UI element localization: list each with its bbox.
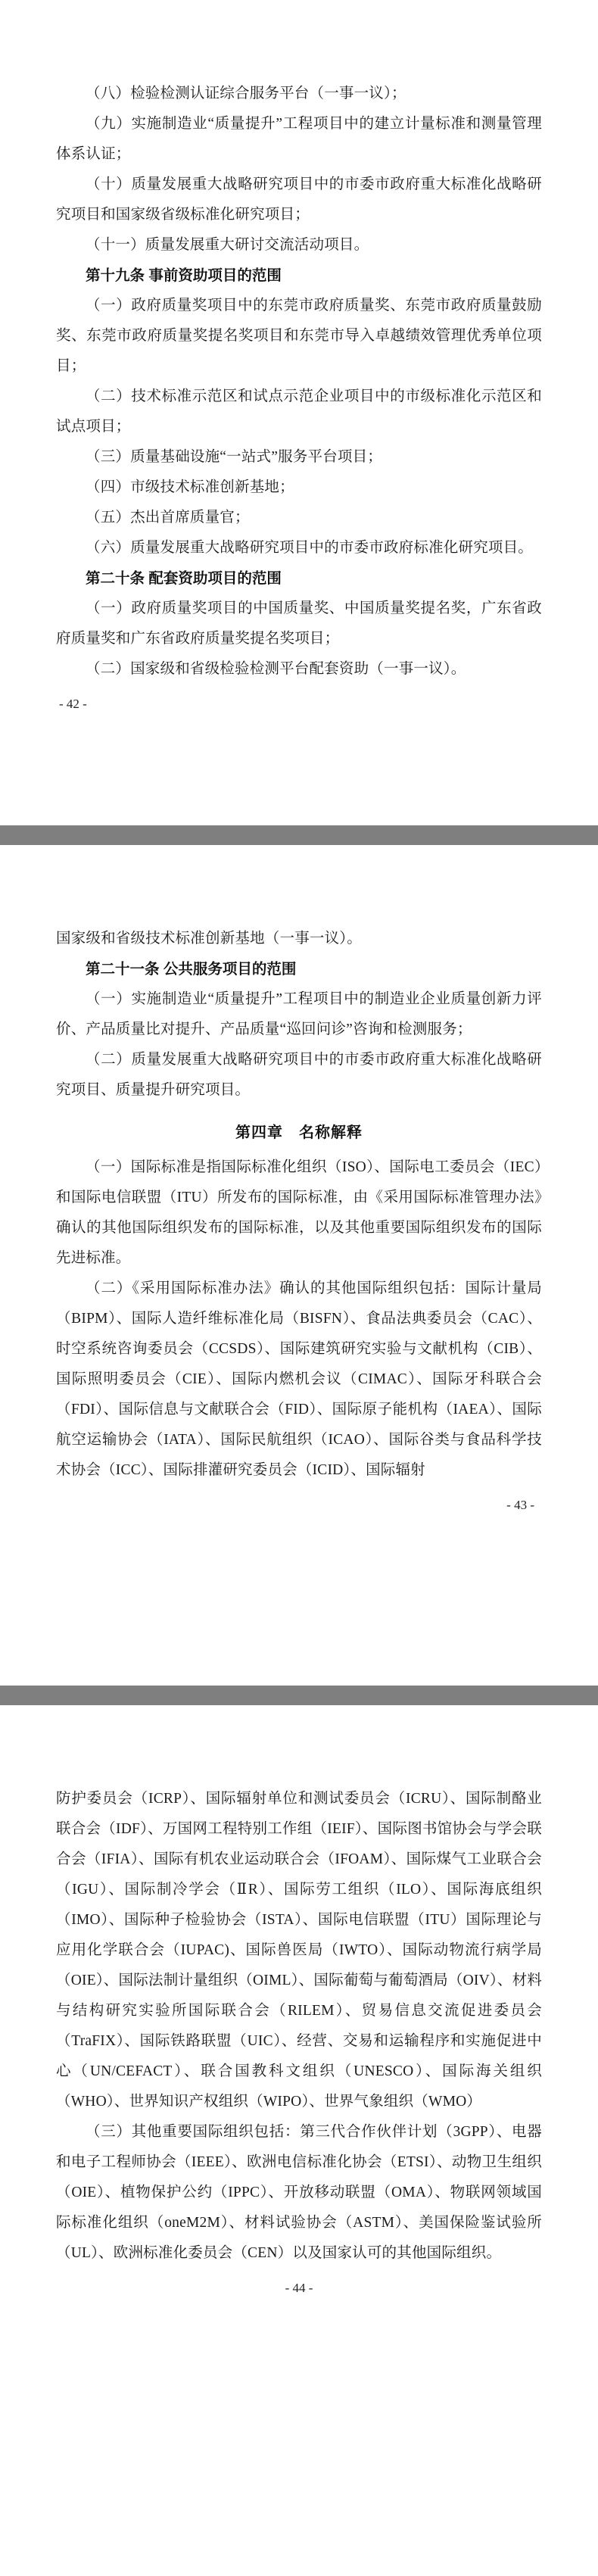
paragraph: 防护委员会（ICRP）、国际辐射单位和测试委员会（ICRU）、国际制酪业联合会（IDF）、万国网工程特别工作组（IEIF）、国际图书馆协会与学会联合会（IFIA）、国际有机农业运动联合会（IFOAM）、国际煤气工业联合会（IGU）、国际制冷学会（ⅡR）、国际劳工组织（ILO）、国际海底组织（IMO）、国际种子检验协会（ISTA）、国际电信联盟（ITU）国际理论与应用化学联合会（IUPAC)、国际兽医局（IWTO）、国际动物流行病学局（OIE）、国际法制计量组织（OIML）、国际葡萄与葡萄酒局（OIV）、材料与结构研究实验所国际联合会（RILEM）、贸易信息交流促进委员会（TraFIX）、国际铁路联盟（UIC）、经营、交易和运输程序和实施促进中心（UN/CEFACT）、联合国教科文组织（UNESCO）、国际海关组织（WHO）、世界知识产权组织（WIPO）、世界气象组织（WMO）: [56, 1791, 542, 2110]
article-heading: 第二十条 配套资助项目的范围: [86, 570, 282, 587]
page-number: - 42 -: [59, 697, 87, 711]
paragraph: （十）质量发展重大战略研究项目中的市委市政府重大标准化战略研究项目和国家级省级标准化研究项目；: [56, 176, 542, 223]
article-heading: 第十九条 事前资助项目的范围: [86, 267, 282, 284]
paragraph: （八）检验检测认证综合服务平台（一事一议）；: [86, 86, 406, 101]
paragraph: （二）技术标准示范区和试点示范企业项目中的市级标准化示范区和试点项目；: [56, 388, 542, 435]
paragraph: （一）实施制造业“质量提升”工程项目中的制造业企业质量创新力评价、产品质量比对提升、产品质量“巡回问诊”咨询和检测服务；: [56, 991, 542, 1037]
paragraph: （十一）质量发展重大研讨交流活动项目。: [86, 237, 369, 253]
paragraph: （二）质量发展重大战略研究项目中的市委市政府重大标准化战略研究项目、质量提升研究项目。: [56, 1052, 542, 1098]
paragraph: 国家级和省级技术标准创新基地（一事一议）。: [56, 931, 362, 947]
document-page: [0, 1705, 598, 2576]
paragraph: （三）质量基础设施“一站式”服务平台项目；: [86, 449, 383, 465]
page-number: - 43 -: [506, 1498, 534, 1512]
paragraph: （一）国际标准是指国际标准化组织（ISO）、国际电工委员会（IEC）和国际电信联盟（ITU）所发布的国际标准，由《采用国际标准管理办法》确认的其他国际组织发布的国际标准，以及其他重要国际组织发布的国际先进标准。: [56, 1159, 542, 1266]
chapter-title: 第四章 名称解释: [235, 1124, 363, 1141]
page-number: - 44 -: [285, 2281, 313, 2295]
paragraph: （二）《采用国际标准办法》确认的其他国际组织包括：国际计量局（BIPM）、国际人造纤维标准化局（BISFN）、食品法典委员会（CAC）、时空系统咨询委员会（CCSDS）、国际建筑研究实验与文献机构（CIB）、国际照明委员会（CIE）、国际内燃机会议（CIMAC）、国际牙科联合会（FDI）、国际信息与文献联合会（FID）、国际原子能机构（IAEA）、国际航空运输协会（IATA）、国际民航组织（ICAO）、国际谷类与食品科学技术协会（ICC）、国际排灌研究委员会（ICID）、国际辐射: [56, 1280, 542, 1478]
paragraph: （三）其他重要国际组织包括：第三代合作伙伴计划（3GPP）、电器和电子工程师协会（IEEE）、欧洲电信标准化协会（ETSI）、动物卫生组织（OIE）、植物保护公约（IPPC）、开放移动联盟（OMA）、物联网领域国际标准化组织（oneM2M）、材料试验协会（ASTM）、美国保险鉴试验所（UL）、欧洲标准化委员会（CEN）以及国家认可的其他国际组织。: [56, 2124, 542, 2261]
paragraph: （四）市级技术标准创新基地；: [86, 479, 294, 495]
paragraph: （六）质量发展重大战略研究项目中的市委市政府标准化研究项目。: [86, 540, 534, 556]
document-page: [0, 0, 598, 825]
document-page: [0, 845, 598, 1686]
paragraph: （一）政府质量奖项目的中国质量奖、中国质量奖提名奖，广东省政府质量奖和广东省政府质量奖提名奖项目；: [56, 600, 542, 647]
paragraph: （九）实施制造业“质量提升”工程项目中的建立计量标准和测量管理体系认证；: [56, 116, 542, 162]
article-heading: 第二十一条 公共服务项目的范围: [86, 961, 297, 978]
paragraph: （五）杰出首席质量官；: [86, 510, 250, 525]
paragraph: （二）国家级和省级检验检测平台配套资助（一事一议）。: [86, 661, 466, 677]
paragraph: （一）政府质量奖项目中的东莞市政府质量奖、东莞市政府质量鼓励奖、东莞市政府质量奖提名奖项目和东莞市导入卓越绩效管理优秀单位项目；: [56, 298, 542, 374]
